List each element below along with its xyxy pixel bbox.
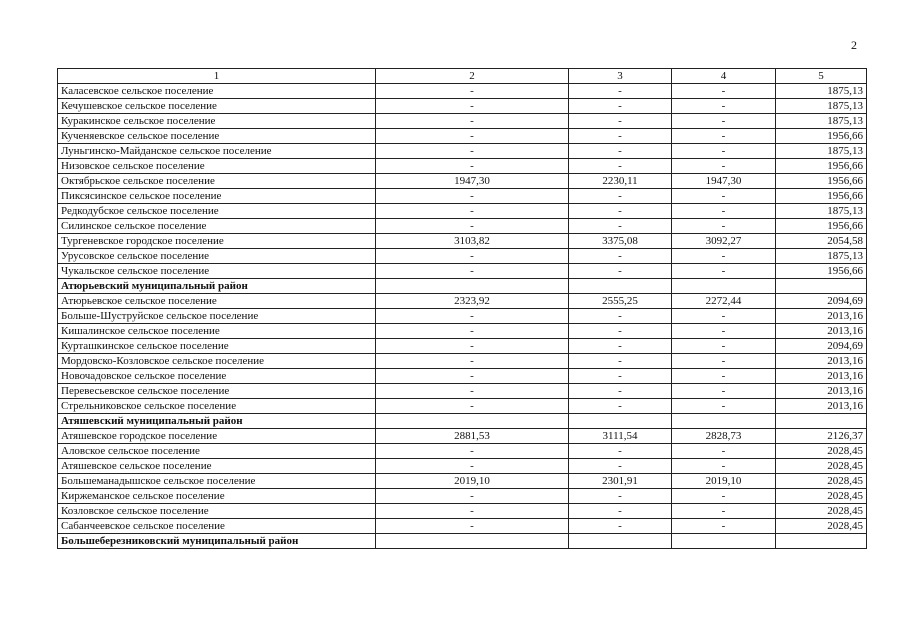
table-row (58, 444, 867, 459)
value-col-5: 2028,45 (776, 474, 867, 489)
value-col-2: - (376, 144, 569, 159)
value-col-5: 1875,13 (776, 204, 867, 219)
table-row (58, 309, 867, 324)
district-name: Атюрьевский муниципальный район (58, 279, 376, 294)
settlement-name: Атяшевское сельское поселение (58, 459, 376, 474)
table-row (58, 174, 867, 189)
value-col-5: 2013,16 (776, 309, 867, 324)
table-row (58, 519, 867, 534)
value-col-3: - (569, 114, 672, 129)
district-header-row (58, 279, 867, 294)
table-row (58, 264, 867, 279)
value-col-2: 2881,53 (376, 429, 569, 444)
value-col-5: 2028,45 (776, 489, 867, 504)
value-col-5: 2028,45 (776, 504, 867, 519)
page-number: 2 (851, 38, 857, 52)
table-row (58, 234, 867, 249)
settlement-name: Атюрьевское сельское поселение (58, 294, 376, 309)
value-col-3: 3375,08 (569, 234, 672, 249)
empty-cell (376, 414, 569, 429)
value-col-5: 1956,66 (776, 159, 867, 174)
table-row (58, 144, 867, 159)
value-col-2: - (376, 384, 569, 399)
header-cell: 5 (776, 69, 867, 84)
value-col-5: 2028,45 (776, 459, 867, 474)
value-col-4: - (672, 204, 776, 219)
value-col-4: 3092,27 (672, 234, 776, 249)
value-col-5: 1956,66 (776, 264, 867, 279)
value-col-2: - (376, 159, 569, 174)
value-col-5: 2094,69 (776, 294, 867, 309)
settlement-name: Атяшевское городское поселение (58, 429, 376, 444)
empty-cell (672, 414, 776, 429)
value-col-2: - (376, 249, 569, 264)
table-row (58, 399, 867, 414)
value-col-5: 1956,66 (776, 129, 867, 144)
settlement-name: Большеманадышское сельское поселение (58, 474, 376, 489)
value-col-2: - (376, 339, 569, 354)
settlement-name: Редкодубское сельское поселение (58, 204, 376, 219)
settlement-name: Кечушевское сельское поселение (58, 99, 376, 114)
value-col-5: 2013,16 (776, 384, 867, 399)
table-row (58, 219, 867, 234)
value-col-4: - (672, 99, 776, 114)
settlement-name: Луньгинско-Майданское сельское поселение (58, 144, 376, 159)
value-col-3: - (569, 264, 672, 279)
value-col-5: 1875,13 (776, 144, 867, 159)
value-col-3: - (569, 219, 672, 234)
settlement-name: Перевесьевское сельское поселение (58, 384, 376, 399)
settlement-name: Мордовско-Козловское сельское поселение (58, 354, 376, 369)
value-col-4: - (672, 459, 776, 474)
table-row (58, 159, 867, 174)
value-col-3: - (569, 84, 672, 99)
value-col-5: 1875,13 (776, 99, 867, 114)
value-col-4: - (672, 189, 776, 204)
empty-cell (672, 279, 776, 294)
value-col-4: - (672, 84, 776, 99)
settlement-name: Чукальское сельское поселение (58, 264, 376, 279)
empty-cell (672, 534, 776, 549)
value-col-4: - (672, 114, 776, 129)
value-col-3: - (569, 309, 672, 324)
table-row (58, 369, 867, 384)
value-col-3: - (569, 354, 672, 369)
table-row (58, 324, 867, 339)
value-col-5: 2028,45 (776, 444, 867, 459)
value-col-4: 1947,30 (672, 174, 776, 189)
value-col-3: - (569, 339, 672, 354)
value-col-3: - (569, 159, 672, 174)
value-col-4: - (672, 444, 776, 459)
value-col-4: - (672, 159, 776, 174)
value-col-2: 1947,30 (376, 174, 569, 189)
table-row (58, 204, 867, 219)
table-row (58, 129, 867, 144)
value-col-2: - (376, 114, 569, 129)
value-col-4: - (672, 219, 776, 234)
table-row (58, 294, 867, 309)
settlement-name: Каласевское сельское поселение (58, 84, 376, 99)
district-header-row (58, 414, 867, 429)
table-row (58, 189, 867, 204)
table-row (58, 249, 867, 264)
value-col-3: - (569, 249, 672, 264)
empty-cell (776, 534, 867, 549)
value-col-2: - (376, 369, 569, 384)
value-col-5: 2126,37 (776, 429, 867, 444)
value-col-3: - (569, 99, 672, 114)
value-col-3: - (569, 129, 672, 144)
value-col-3: - (569, 489, 672, 504)
value-col-4: - (672, 264, 776, 279)
table-row (58, 339, 867, 354)
header-cell: 2 (376, 69, 569, 84)
empty-cell (776, 279, 867, 294)
value-col-3: - (569, 189, 672, 204)
value-col-3: - (569, 369, 672, 384)
value-col-2: - (376, 99, 569, 114)
value-col-2: - (376, 399, 569, 414)
table-row (58, 84, 867, 99)
settlement-name: Урусовское сельское поселение (58, 249, 376, 264)
value-col-4: - (672, 129, 776, 144)
empty-cell (376, 534, 569, 549)
settlement-name: Пиксясинское сельское поселение (58, 189, 376, 204)
settlement-name: Курташкинское сельское поселение (58, 339, 376, 354)
district-name: Атяшевский муниципальный район (58, 414, 376, 429)
value-col-2: 2019,10 (376, 474, 569, 489)
table-row (58, 99, 867, 114)
value-col-3: 2555,25 (569, 294, 672, 309)
value-col-5: 2094,69 (776, 339, 867, 354)
value-col-3: - (569, 519, 672, 534)
value-col-5: 1875,13 (776, 249, 867, 264)
value-col-2: - (376, 489, 569, 504)
value-col-2: - (376, 459, 569, 474)
value-col-3: - (569, 399, 672, 414)
empty-cell (569, 534, 672, 549)
value-col-2: - (376, 324, 569, 339)
value-col-4: 2019,10 (672, 474, 776, 489)
value-col-5: 1956,66 (776, 219, 867, 234)
value-col-5: 2013,16 (776, 369, 867, 384)
value-col-3: - (569, 144, 672, 159)
value-col-4: - (672, 489, 776, 504)
settlement-name: Низовское сельское поселение (58, 159, 376, 174)
value-col-4: 2272,44 (672, 294, 776, 309)
value-col-2: - (376, 309, 569, 324)
settlement-name: Новочадовское сельское поселение (58, 369, 376, 384)
settlement-name: Тургеневское городское поселение (58, 234, 376, 249)
value-col-2: - (376, 264, 569, 279)
header-cell: 3 (569, 69, 672, 84)
value-col-2: - (376, 504, 569, 519)
value-col-2: - (376, 189, 569, 204)
value-col-4: - (672, 249, 776, 264)
value-col-5: 1875,13 (776, 114, 867, 129)
value-col-2: - (376, 84, 569, 99)
settlement-name: Кученяевское сельское поселение (58, 129, 376, 144)
table-row (58, 384, 867, 399)
empty-cell (776, 414, 867, 429)
table-row (58, 474, 867, 489)
empty-cell (376, 279, 569, 294)
settlement-name: Октябрьское сельское поселение (58, 174, 376, 189)
value-col-4: - (672, 519, 776, 534)
value-col-5: 1875,13 (776, 84, 867, 99)
value-col-3: - (569, 384, 672, 399)
district-name: Большеберезниковский муниципальный район (58, 534, 376, 549)
table-row (58, 429, 867, 444)
value-col-5: 2013,16 (776, 399, 867, 414)
settlement-name: Кишалинское сельское поселение (58, 324, 376, 339)
table-row (58, 504, 867, 519)
value-col-5: 1956,66 (776, 174, 867, 189)
settlement-name: Киржеманское сельское поселение (58, 489, 376, 504)
value-col-5: 2028,45 (776, 519, 867, 534)
value-col-3: - (569, 459, 672, 474)
table-row (58, 459, 867, 474)
table-body (58, 84, 867, 549)
value-col-5: 2013,16 (776, 324, 867, 339)
header-cell: 1 (58, 69, 376, 84)
settlement-name: Стрельниковское сельское поселение (58, 399, 376, 414)
header-cell: 4 (672, 69, 776, 84)
value-col-2: - (376, 129, 569, 144)
value-col-2: - (376, 444, 569, 459)
value-col-3: 2230,11 (569, 174, 672, 189)
value-col-4: - (672, 354, 776, 369)
value-col-2: 3103,82 (376, 234, 569, 249)
value-col-2: - (376, 519, 569, 534)
table-header-row (58, 69, 867, 84)
value-col-2: 2323,92 (376, 294, 569, 309)
settlement-name: Козловское сельское поселение (58, 504, 376, 519)
value-col-3: - (569, 204, 672, 219)
value-col-4: - (672, 369, 776, 384)
empty-cell (569, 279, 672, 294)
table-row (58, 354, 867, 369)
table-row (58, 489, 867, 504)
value-col-4: - (672, 399, 776, 414)
value-col-4: 2828,73 (672, 429, 776, 444)
value-col-2: - (376, 204, 569, 219)
value-col-4: - (672, 309, 776, 324)
settlement-name: Аловское сельское поселение (58, 444, 376, 459)
settlement-name: Больше-Шуструйское сельское поселение (58, 309, 376, 324)
table-row (58, 114, 867, 129)
value-col-5: 2013,16 (776, 354, 867, 369)
value-col-4: - (672, 504, 776, 519)
value-col-4: - (672, 324, 776, 339)
value-col-3: - (569, 444, 672, 459)
tariff-table (57, 68, 867, 549)
value-col-3: 2301,91 (569, 474, 672, 489)
value-col-3: 3111,54 (569, 429, 672, 444)
value-col-4: - (672, 339, 776, 354)
value-col-5: 1956,66 (776, 189, 867, 204)
value-col-2: - (376, 219, 569, 234)
empty-cell (569, 414, 672, 429)
settlement-name: Силинское сельское поселение (58, 219, 376, 234)
value-col-3: - (569, 324, 672, 339)
settlement-name: Сабанчеевское сельское поселение (58, 519, 376, 534)
value-col-2: - (376, 354, 569, 369)
value-col-4: - (672, 144, 776, 159)
district-header-row (58, 534, 867, 549)
value-col-4: - (672, 384, 776, 399)
value-col-3: - (569, 504, 672, 519)
value-col-5: 2054,58 (776, 234, 867, 249)
settlement-name: Куракинское сельское поселение (58, 114, 376, 129)
